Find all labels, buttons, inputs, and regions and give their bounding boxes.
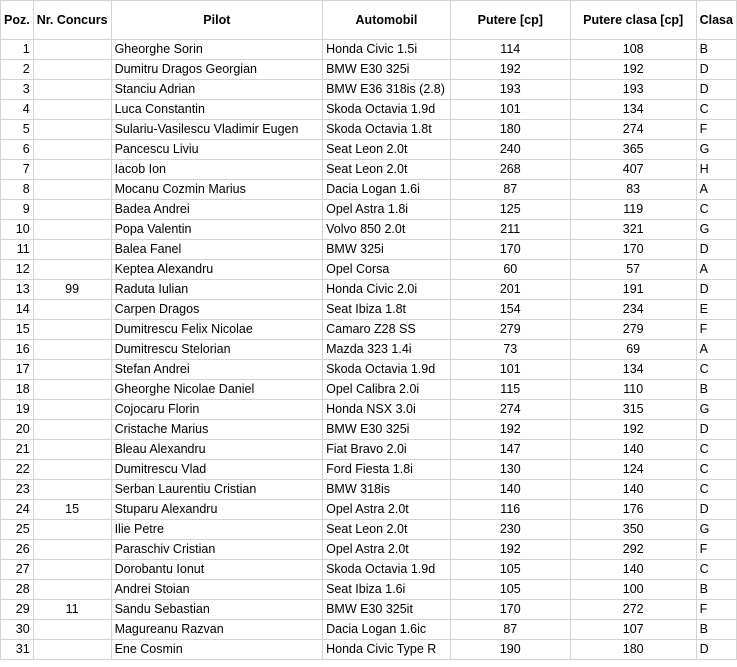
cell-putere[interactable]: 73 [450,340,570,360]
table-row [1,420,737,440]
cell-poz[interactable]: 26 [1,540,34,560]
cell-putere[interactable]: 192 [450,540,570,560]
cell-automobil[interactable]: Volvo 850 2.0t [323,220,451,240]
cell-automobil[interactable]: BMW 325i [323,240,451,260]
cell-putere-clasa[interactable]: 110 [570,380,696,400]
table-row [1,180,737,200]
cell-putere[interactable]: 101 [450,360,570,380]
table-row [1,620,737,640]
cell-clasa[interactable]: D [696,500,736,520]
table-row [1,380,737,400]
cell-pilot[interactable]: Badea Andrei [111,200,323,220]
cell-clasa[interactable]: C [696,480,736,500]
cell-automobil[interactable]: Honda Civic 2.0i [323,280,451,300]
table-row [1,60,737,80]
cell-clasa[interactable]: C [696,560,736,580]
cell-clasa[interactable]: A [696,260,736,280]
header-clasa[interactable]: Clasa [696,1,736,40]
cell-automobil[interactable]: Opel Astra 2.0t [323,500,451,520]
table-row [1,400,737,420]
cell-poz[interactable]: 7 [1,160,34,180]
cell-pilot[interactable]: Dumitrescu Stelorian [111,340,323,360]
cell-clasa[interactable]: D [696,420,736,440]
cell-poz[interactable]: 8 [1,180,34,200]
cell-poz[interactable]: 12 [1,260,34,280]
cell-nr-concurs[interactable] [33,260,111,280]
cell-poz[interactable]: 13 [1,280,34,300]
cell-nr-concurs[interactable] [33,340,111,360]
cell-putere[interactable]: 105 [450,560,570,580]
cell-poz[interactable]: 19 [1,400,34,420]
cell-poz[interactable]: 6 [1,140,34,160]
cell-pilot[interactable]: Dumitru Dragos Georgian [111,60,323,80]
cell-pilot[interactable]: Ilie Petre [111,520,323,540]
cell-automobil[interactable]: BMW E36 318is (2.8) [323,80,451,100]
cell-putere-clasa[interactable]: 69 [570,340,696,360]
cell-nr-concurs[interactable] [33,620,111,640]
cell-putere-clasa[interactable]: 57 [570,260,696,280]
cell-pilot[interactable]: Gheorghe Nicolae Daniel [111,380,323,400]
cell-putere-clasa[interactable]: 274 [570,120,696,140]
cell-pilot[interactable]: Dumitrescu Felix Nicolae [111,320,323,340]
table-row [1,520,737,540]
cell-nr-concurs[interactable] [33,640,111,660]
cell-poz[interactable]: 3 [1,80,34,100]
cell-putere-clasa[interactable]: 192 [570,420,696,440]
cell-automobil[interactable]: Honda Civic Type R [323,640,451,660]
table-row [1,600,737,620]
cell-clasa[interactable]: G [696,220,736,240]
header-row [1,1,737,40]
cell-automobil[interactable]: BMW E30 325i [323,60,451,80]
table-row [1,440,737,460]
cell-clasa[interactable]: B [696,620,736,640]
cell-nr-concurs[interactable] [33,480,111,500]
cell-poz[interactable]: 2 [1,60,34,80]
cell-clasa[interactable]: A [696,180,736,200]
cell-nr-concurs[interactable] [33,100,111,120]
cell-nr-concurs[interactable] [33,220,111,240]
cell-clasa[interactable]: B [696,580,736,600]
cell-automobil[interactable]: Skoda Octavia 1.9d [323,360,451,380]
cell-pilot[interactable]: Luca Constantin [111,100,323,120]
cell-putere-clasa[interactable]: 108 [570,40,696,60]
table-row [1,340,737,360]
cell-pilot[interactable]: Andrei Stoian [111,580,323,600]
cell-clasa[interactable]: G [696,140,736,160]
cell-nr-concurs[interactable] [33,540,111,560]
cell-poz[interactable]: 18 [1,380,34,400]
table-row [1,260,737,280]
cell-clasa[interactable]: D [696,640,736,660]
cell-automobil[interactable]: BMW E30 325it [323,600,451,620]
cell-putere[interactable]: 170 [450,240,570,260]
cell-poz[interactable]: 15 [1,320,34,340]
cell-poz[interactable]: 5 [1,120,34,140]
cell-putere-clasa[interactable]: 134 [570,100,696,120]
table-row [1,200,737,220]
cell-nr-concurs[interactable] [33,580,111,600]
cell-putere[interactable]: 125 [450,200,570,220]
table-body [1,40,737,660]
cell-automobil[interactable]: Seat Ibiza 1.8t [323,300,451,320]
cell-automobil[interactable]: Dacia Logan 1.6ic [323,620,451,640]
cell-automobil[interactable]: Honda Civic 1.5i [323,40,451,60]
cell-pilot[interactable]: Ene Cosmin [111,640,323,660]
table-row [1,500,737,520]
cell-nr-concurs[interactable] [33,160,111,180]
cell-automobil[interactable]: BMW 318is [323,480,451,500]
cell-pilot[interactable]: Magureanu Razvan [111,620,323,640]
cell-putere-clasa[interactable]: 192 [570,60,696,80]
cell-clasa[interactable]: F [696,320,736,340]
cell-pilot[interactable]: Gheorghe Sorin [111,40,323,60]
header-poz[interactable]: Poz. [1,1,34,40]
table-header [1,1,737,40]
cell-pilot[interactable]: Serban Laurentiu Cristian [111,480,323,500]
cell-automobil[interactable]: Camaro Z28 SS [323,320,451,340]
cell-nr-concurs[interactable] [33,440,111,460]
cell-putere[interactable]: 268 [450,160,570,180]
table-row [1,280,737,300]
cell-putere-clasa[interactable]: 140 [570,440,696,460]
table-row [1,460,737,480]
table-row [1,220,737,240]
cell-pilot[interactable]: Cojocaru Florin [111,400,323,420]
cell-pilot[interactable]: Stuparu Alexandru [111,500,323,520]
cell-nr-concurs[interactable] [33,60,111,80]
cell-putere[interactable]: 140 [450,480,570,500]
cell-automobil[interactable]: Seat Leon 2.0t [323,140,451,160]
cell-putere-clasa[interactable]: 279 [570,320,696,340]
cell-putere[interactable]: 147 [450,440,570,460]
cell-putere[interactable]: 180 [450,120,570,140]
cell-clasa[interactable]: C [696,200,736,220]
cell-nr-concurs[interactable] [33,360,111,380]
cell-putere[interactable]: 170 [450,600,570,620]
cell-poz[interactable]: 31 [1,640,34,660]
cell-putere[interactable]: 105 [450,580,570,600]
cell-pilot[interactable]: Sandu Sebastian [111,600,323,620]
cell-nr-concurs[interactable] [33,420,111,440]
cell-nr-concurs[interactable] [33,400,111,420]
table-row [1,140,737,160]
cell-putere[interactable]: 211 [450,220,570,240]
cell-putere-clasa[interactable]: 176 [570,500,696,520]
cell-pilot[interactable]: Keptea Alexandru [111,260,323,280]
cell-automobil[interactable]: Opel Astra 2.0t [323,540,451,560]
cell-nr-concurs[interactable] [33,200,111,220]
cell-putere[interactable]: 101 [450,100,570,120]
cell-automobil[interactable]: Seat Leon 2.0t [323,160,451,180]
table-row [1,120,737,140]
cell-clasa[interactable]: D [696,240,736,260]
header-pilot[interactable]: Pilot [111,1,323,40]
cell-putere[interactable]: 201 [450,280,570,300]
cell-poz[interactable]: 9 [1,200,34,220]
table-row [1,320,737,340]
cell-poz[interactable]: 16 [1,340,34,360]
cell-putere-clasa[interactable]: 321 [570,220,696,240]
cell-clasa[interactable]: H [696,160,736,180]
cell-poz[interactable]: 25 [1,520,34,540]
cell-putere[interactable]: 130 [450,460,570,480]
cell-clasa[interactable]: F [696,600,736,620]
cell-nr-concurs[interactable] [33,520,111,540]
cell-automobil[interactable]: Opel Corsa [323,260,451,280]
cell-putere-clasa[interactable]: 119 [570,200,696,220]
cell-pilot[interactable]: Balea Fanel [111,240,323,260]
cell-pilot[interactable]: Stefan Andrei [111,360,323,380]
cell-nr-concurs[interactable]: 11 [33,600,111,620]
cell-nr-concurs[interactable] [33,120,111,140]
cell-putere-clasa[interactable]: 100 [570,580,696,600]
cell-putere[interactable]: 192 [450,60,570,80]
cell-putere-clasa[interactable]: 124 [570,460,696,480]
cell-poz[interactable]: 11 [1,240,34,260]
table-row [1,100,737,120]
cell-automobil[interactable]: Mazda 323 1.4i [323,340,451,360]
cell-putere[interactable]: 87 [450,180,570,200]
table-row [1,160,737,180]
cell-putere[interactable]: 193 [450,80,570,100]
cell-clasa[interactable]: D [696,60,736,80]
cell-putere-clasa[interactable]: 350 [570,520,696,540]
cell-putere[interactable]: 60 [450,260,570,280]
cell-putere[interactable]: 116 [450,500,570,520]
cell-pilot[interactable]: Iacob Ion [111,160,323,180]
header-automobil[interactable]: Automobil [323,1,451,40]
cell-clasa[interactable]: D [696,80,736,100]
cell-nr-concurs[interactable] [33,460,111,480]
cell-pilot[interactable]: Cristache Marius [111,420,323,440]
cell-automobil[interactable]: BMW E30 325i [323,420,451,440]
cell-nr-concurs[interactable] [33,80,111,100]
cell-poz[interactable]: 17 [1,360,34,380]
table-row [1,360,737,380]
cell-clasa[interactable]: B [696,380,736,400]
cell-nr-concurs[interactable] [33,320,111,340]
cell-poz[interactable]: 21 [1,440,34,460]
cell-poz[interactable]: 20 [1,420,34,440]
cell-automobil[interactable]: Skoda Octavia 1.8t [323,120,451,140]
cell-automobil[interactable]: Seat Ibiza 1.6i [323,580,451,600]
cell-clasa[interactable]: A [696,340,736,360]
cell-putere-clasa[interactable]: 272 [570,600,696,620]
cell-putere[interactable]: 279 [450,320,570,340]
cell-poz[interactable]: 27 [1,560,34,580]
cell-pilot[interactable]: Dorobantu Ionut [111,560,323,580]
cell-pilot[interactable]: Stanciu Adrian [111,80,323,100]
cell-nr-concurs[interactable] [33,560,111,580]
cell-automobil[interactable]: Ford Fiesta 1.8i [323,460,451,480]
table-row [1,560,737,580]
cell-clasa[interactable]: C [696,440,736,460]
cell-putere-clasa[interactable]: 365 [570,140,696,160]
cell-pilot[interactable]: Dumitrescu Vlad [111,460,323,480]
table-row [1,580,737,600]
cell-automobil[interactable]: Skoda Octavia 1.9d [323,560,451,580]
cell-automobil[interactable]: Opel Calibra 2.0i [323,380,451,400]
cell-nr-concurs[interactable] [33,240,111,260]
cell-nr-concurs[interactable] [33,40,111,60]
cell-nr-concurs[interactable]: 99 [33,280,111,300]
cell-automobil[interactable]: Skoda Octavia 1.9d [323,100,451,120]
cell-putere-clasa[interactable]: 292 [570,540,696,560]
cell-poz[interactable]: 23 [1,480,34,500]
table-row [1,540,737,560]
cell-automobil[interactable]: Dacia Logan 1.6i [323,180,451,200]
cell-automobil[interactable]: Fiat Bravo 2.0i [323,440,451,460]
cell-putere[interactable]: 154 [450,300,570,320]
cell-clasa[interactable]: G [696,520,736,540]
cell-clasa[interactable]: G [696,400,736,420]
cell-putere-clasa[interactable]: 234 [570,300,696,320]
cell-putere[interactable]: 115 [450,380,570,400]
cell-poz[interactable]: 22 [1,460,34,480]
cell-clasa[interactable]: F [696,120,736,140]
cell-poz[interactable]: 10 [1,220,34,240]
cell-putere[interactable]: 240 [450,140,570,160]
cell-pilot[interactable]: Paraschiv Cristian [111,540,323,560]
cell-putere-clasa[interactable]: 140 [570,480,696,500]
table-row [1,300,737,320]
cell-poz[interactable]: 29 [1,600,34,620]
cell-clasa[interactable]: D [696,280,736,300]
cell-putere-clasa[interactable]: 134 [570,360,696,380]
cell-poz[interactable]: 24 [1,500,34,520]
cell-putere[interactable]: 87 [450,620,570,640]
cell-putere-clasa[interactable]: 315 [570,400,696,420]
cell-pilot[interactable]: Bleau Alexandru [111,440,323,460]
cell-nr-concurs[interactable] [33,380,111,400]
cell-poz[interactable]: 30 [1,620,34,640]
table-row [1,640,737,660]
cell-nr-concurs[interactable] [33,140,111,160]
cell-clasa[interactable]: E [696,300,736,320]
cell-clasa[interactable]: C [696,100,736,120]
cell-clasa[interactable]: F [696,540,736,560]
cell-putere-clasa[interactable]: 170 [570,240,696,260]
header-putere-clasa[interactable]: Putere clasa [cp] [570,1,696,40]
cell-nr-concurs[interactable] [33,300,111,320]
cell-poz[interactable]: 4 [1,100,34,120]
cell-putere[interactable]: 230 [450,520,570,540]
table-row [1,40,737,60]
cell-putere-clasa[interactable]: 191 [570,280,696,300]
cell-pilot[interactable]: Sulariu-Vasilescu Vladimir Eugen [111,120,323,140]
table-row [1,80,737,100]
cell-pilot[interactable]: Pancescu Liviu [111,140,323,160]
cell-putere-clasa[interactable]: 180 [570,640,696,660]
cell-nr-concurs[interactable]: 15 [33,500,111,520]
cell-pilot[interactable]: Raduta Iulian [111,280,323,300]
cell-pilot[interactable]: Mocanu Cozmin Marius [111,180,323,200]
cell-putere-clasa[interactable]: 107 [570,620,696,640]
header-putere[interactable]: Putere [cp] [450,1,570,40]
cell-poz[interactable]: 1 [1,40,34,60]
cell-putere[interactable]: 190 [450,640,570,660]
table-row [1,240,737,260]
table-row [1,480,737,500]
cell-poz[interactable]: 28 [1,580,34,600]
cell-putere[interactable]: 114 [450,40,570,60]
cell-putere-clasa[interactable]: 193 [570,80,696,100]
cell-automobil[interactable]: Seat Leon 2.0t [323,520,451,540]
header-nr-concurs[interactable]: Nr. Concurs [33,1,111,40]
cell-pilot[interactable]: Popa Valentin [111,220,323,240]
cell-clasa[interactable]: B [696,40,736,60]
cell-putere[interactable]: 192 [450,420,570,440]
cell-automobil[interactable]: Honda NSX 3.0i [323,400,451,420]
cell-putere[interactable]: 274 [450,400,570,420]
cell-nr-concurs[interactable] [33,180,111,200]
cell-pilot[interactable]: Carpen Dragos [111,300,323,320]
cell-clasa[interactable]: C [696,460,736,480]
cell-clasa[interactable]: C [696,360,736,380]
cell-automobil[interactable]: Opel Astra 1.8i [323,200,451,220]
cell-poz[interactable]: 14 [1,300,34,320]
cell-putere-clasa[interactable]: 83 [570,180,696,200]
cell-putere-clasa[interactable]: 140 [570,560,696,580]
cell-putere-clasa[interactable]: 407 [570,160,696,180]
